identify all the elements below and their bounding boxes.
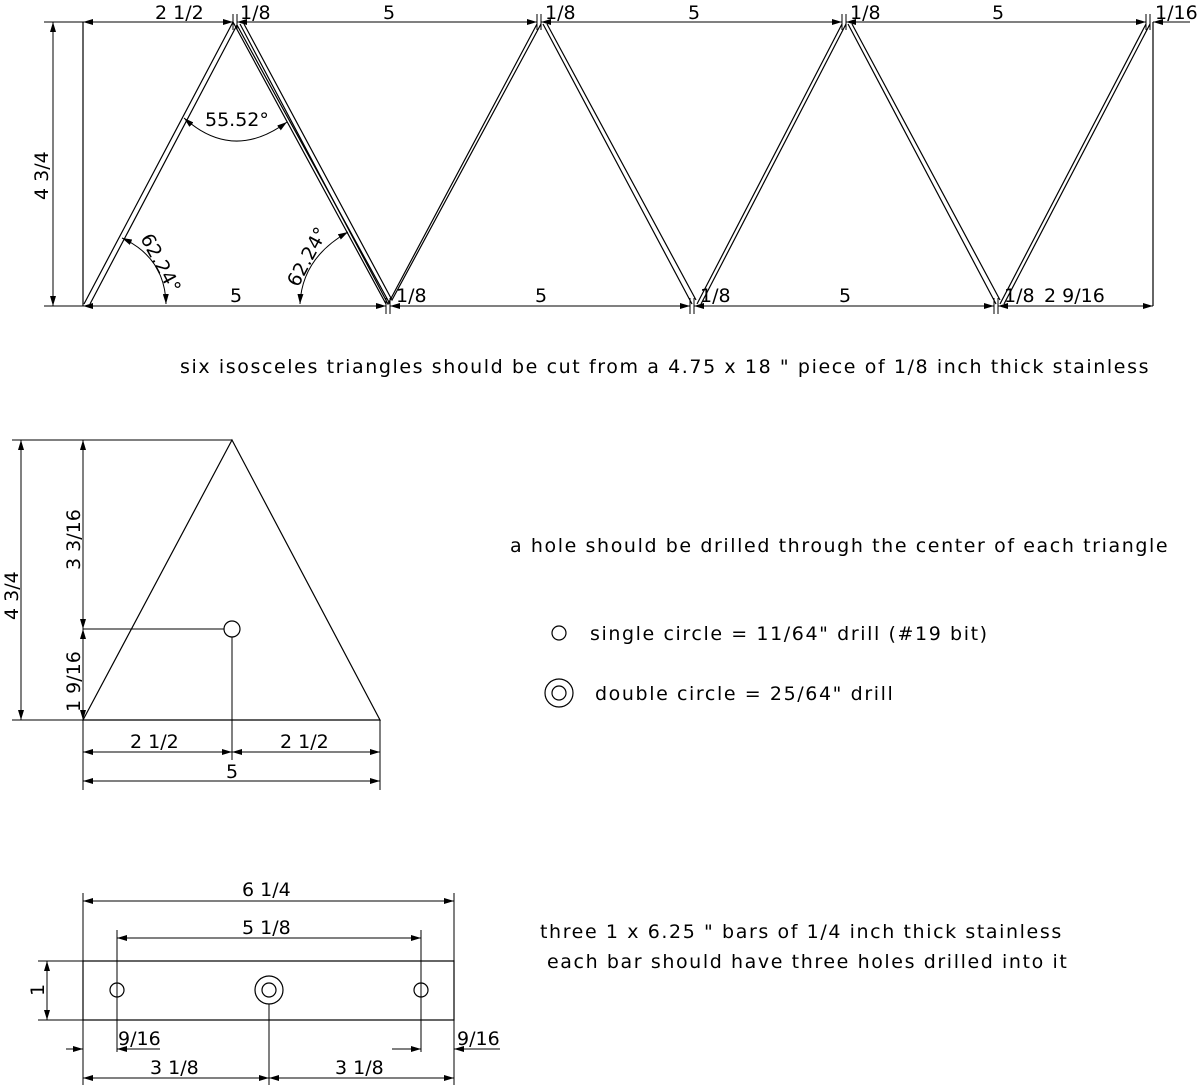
sheet-layout <box>31 2 1198 378</box>
triangle-up-3 <box>848 24 1000 304</box>
triangle-down-2 <box>697 24 846 304</box>
dim-bar-length: 6 1/4 <box>242 879 291 901</box>
dim-base: 5 <box>226 761 239 783</box>
double-circle-outer-icon <box>545 679 573 707</box>
dim-half-length-right: 3 1/8 <box>335 1057 384 1079</box>
bar-hole-center-inner <box>262 983 276 997</box>
dim-bar-width: 1 <box>27 983 49 996</box>
dim-base-angle-left: 62.24° <box>135 230 186 297</box>
dim-sheet-height: 4 3/4 <box>31 151 53 200</box>
dim-top-gap-2: 1/8 <box>545 2 576 24</box>
triangle-down-3 <box>1000 24 1150 304</box>
triangle-up-1 <box>84 22 390 304</box>
dim-half-base-left: 2 1/2 <box>130 731 179 753</box>
dim-bottom-pitch-1: 5 <box>230 285 243 307</box>
single-circle-icon <box>552 626 566 640</box>
dim-triangle-height: 4 3/4 <box>1 571 23 620</box>
triangle-down-1 <box>240 24 541 304</box>
dim-base-angle-right: 62.24° <box>282 223 333 291</box>
dim-lower-height: 1 9/16 <box>63 651 85 712</box>
triangle-detail <box>1 440 1169 790</box>
triangle-up-2 <box>543 24 696 304</box>
triangle-note: a hole should be drilled through the center of each triangle <box>510 535 1170 557</box>
dim-top-end-gap: 1/16 <box>1155 2 1198 24</box>
dim-bottom-pitch-2: 5 <box>535 285 548 307</box>
dim-apex-angle: 55.52° <box>205 109 269 131</box>
dim-top-pitch-3: 5 <box>992 2 1005 24</box>
dim-bottom-pitch-3: 5 <box>839 285 852 307</box>
dim-top-offset: 2 1/2 <box>155 2 204 24</box>
bar-hole-center-outer <box>255 976 283 1004</box>
bar-note-line1: three 1 x 6.25 " bars of 1/4 inch thick stainless <box>540 921 1063 943</box>
dim-top-gap-3: 1/8 <box>850 2 881 24</box>
legend-single: single circle = 11/64" drill (#19 bit) <box>590 623 989 645</box>
center-hole <box>224 621 240 637</box>
dim-bottom-end: 2 9/16 <box>1044 285 1105 307</box>
legend-double: double circle = 25/64" drill <box>595 683 895 705</box>
dim-top-pitch-2: 5 <box>688 2 701 24</box>
dim-edge-offset-left: 9/16 <box>118 1028 161 1050</box>
dim-bottom-gap-1: 1/8 <box>396 285 427 307</box>
bar-detail <box>27 879 1068 1085</box>
dim-hole-span: 5 1/8 <box>242 917 291 939</box>
double-circle-inner-icon <box>552 686 566 700</box>
dim-top-pitch-1: 5 <box>383 2 396 24</box>
dim-upper-height: 3 3/16 <box>63 509 85 570</box>
dim-half-base-right: 2 1/2 <box>280 731 329 753</box>
dim-edge-offset-right: 9/16 <box>457 1028 500 1050</box>
sheet-note: six isosceles triangles should be cut from a 4.75 x 18 " piece of 1/8 inch thick stainless <box>180 356 1151 378</box>
dim-bottom-gap-2: 1/8 <box>700 285 731 307</box>
dim-bottom-gap-3: 1/8 <box>1004 285 1035 307</box>
bar-note-line2: each bar should have three holes drilled into it <box>547 951 1069 973</box>
dim-top-gap-1: 1/8 <box>240 2 271 24</box>
dim-half-length-left: 3 1/8 <box>150 1057 199 1079</box>
